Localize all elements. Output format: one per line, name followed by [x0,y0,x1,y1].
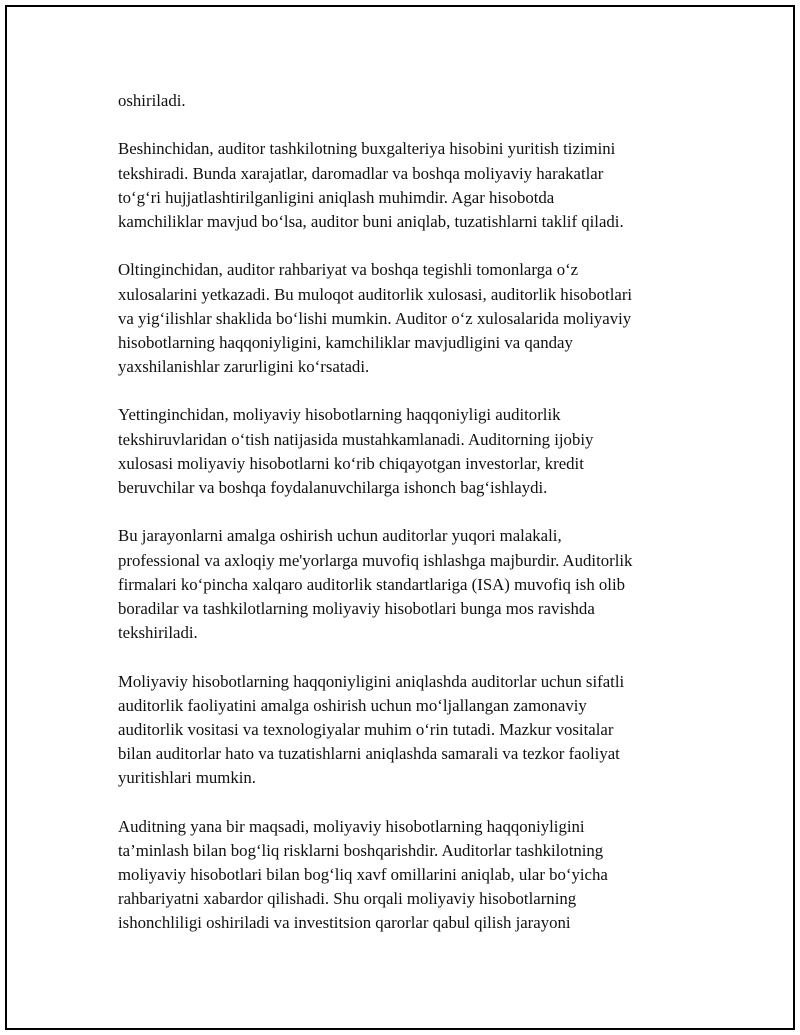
text-line: professional va axloqiy me'yorlarga muvofiq ishlashga majburdir. Auditorlik [118,550,633,570]
text-line: Moliyaviy hisobotlarning haqqoniyligini aniqlashda auditorlar uchun sifatli [118,671,625,691]
text-line: va yig‘ilishlar shaklida bo‘lishi mumkin. Auditor o‘z xulosalarida moliyaviy [118,308,632,328]
text-line: beruvchilar va boshqa foydalanuvchilarga ishonch bag‘ishlaydi. [118,478,548,497]
text-line: tekshiruvlaridan o‘tish natijasida mustahkamlanadi. Auditorning ijobiy [118,429,594,449]
document-body [118,89,688,960]
text-line: Oltinginchidan, auditor rahbariyat va boshqa tegishli tomonlarga o‘z [118,260,579,280]
text-line: Yettinginchidan, moliyaviy hisobotlarning haqqoniyligi auditorlik [118,405,561,425]
text-line: auditorlik vositasi va texnologiyalar muhim o‘rin tutadi. Mazkur vositalar [118,719,614,739]
paragraph [118,89,688,113]
paragraph [118,670,688,791]
paragraph [118,258,688,379]
text-line: hisobotlarning haqqoniyligini, kamchiliklar mavjudligini va qanday [118,332,573,352]
text-line: Bu jarayonlarni amalga oshirish uchun auditorlar yuqori malakali, [118,526,562,546]
text-line: yaxshilanishlar zarurligini ko‘rsatadi. [118,357,370,377]
text-line: to‘g‘ri hujjatlashtirilganligini aniqlash muhimdir. Agar hisobotda [118,187,555,207]
text-line: kamchiliklar mavjud bo‘lsa, auditor buni aniqlab, tuzatishlarni taklif qiladi. [118,211,624,231]
text-line: Auditning yana bir maqsadi, moliyaviy hisobotlarning haqqoniyligini [118,816,585,836]
text-line: firmalari ko‘pincha xalqaro auditorlik standartlariga (ISA) muvofiq ish olib [118,574,626,594]
text-line: auditorlik faoliyatini amalga oshirish uchun mo‘ljallangan zamonaviy [118,695,587,715]
text-line: tekshiriladi. [118,623,198,643]
paragraph [118,524,688,645]
text-line: bilan auditorlar hato va tuzatishlarni aniqlashda samarali va tezkor faoliyat [118,744,620,764]
text-line: ishonchliligi oshiriladi va investitsion qarorlar qabul qilish jarayoni [118,913,571,933]
paragraph [118,403,688,500]
text-line: ta’minlash bilan bog‘liq risklarni boshqarishdir. Auditorlar tashkilotning [118,840,604,860]
text-line: boradilar va tashkilotlarning moliyaviy hisobotlari bunga mos ravishda [118,598,595,618]
paragraph [118,815,688,936]
text-line: moliyaviy hisobotlari bilan bog‘liq xavf omillarini aniqlab, ular bo‘yicha [118,865,608,884]
text-line: oshiriladi. [118,91,186,110]
text-line: Beshinchidan, auditor tashkilotning buxgalteriya hisobini yuritish tizimini [118,139,616,159]
text-line: xulosalarini yetkazadi. Bu muloqot auditorlik xulosasi, auditorlik hisobotlari [118,284,633,304]
text-line: rahbariyatni xabardor qilishadi. Shu orqali moliyaviy hisobotlarning [118,889,577,909]
text-line: yuritishlari mumkin. [118,768,256,788]
text-line: tekshiradi. Bunda xarajatlar, daromadlar va boshqa moliyaviy harakatlar [118,163,604,183]
paragraph [118,137,688,234]
text-line: xulosasi moliyaviy hisobotlarni ko‘rib chiqayotgan investorlar, kredit [118,453,584,473]
